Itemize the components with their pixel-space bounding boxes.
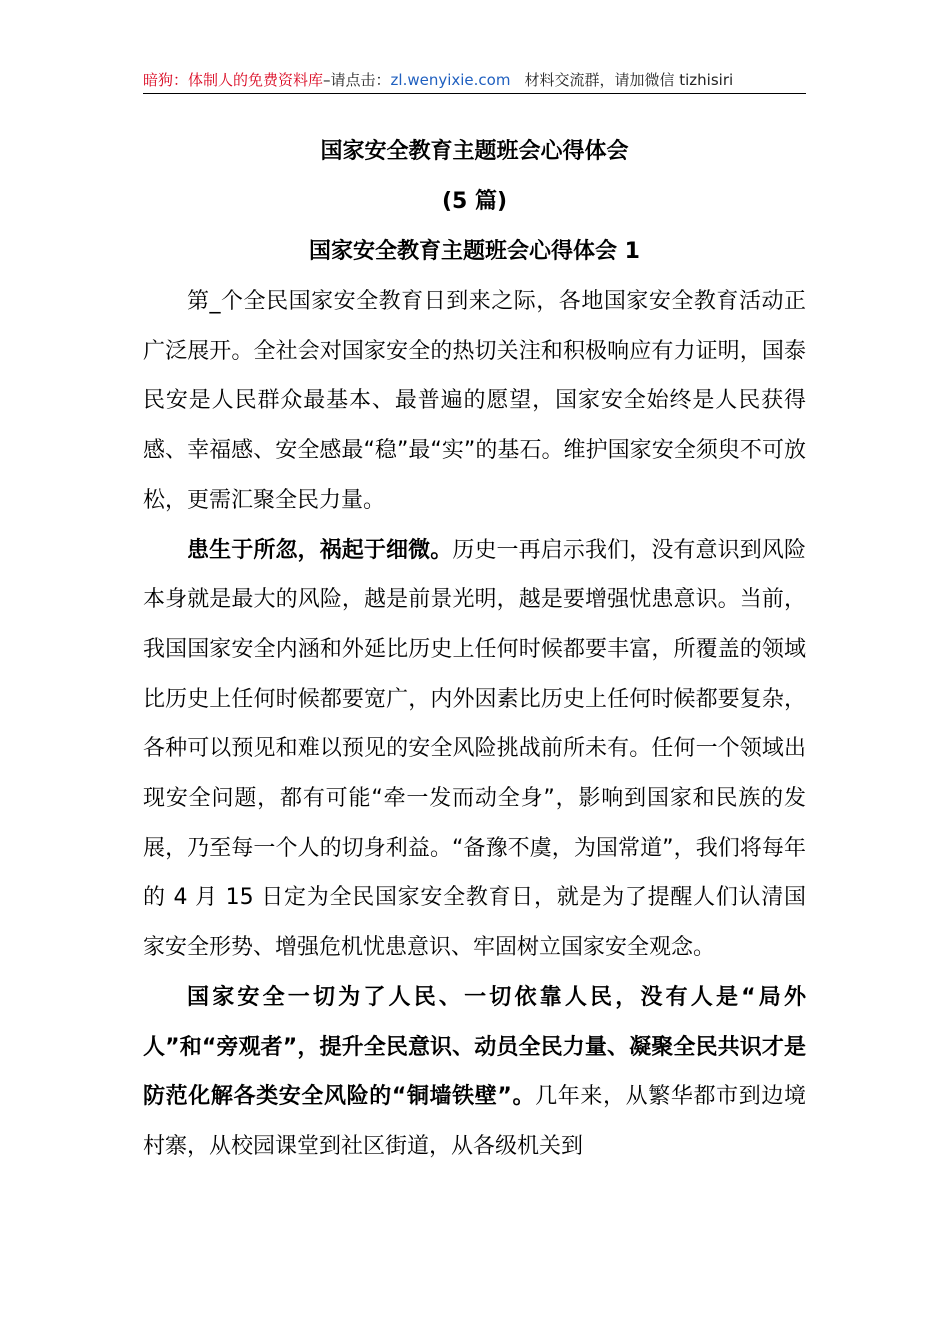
header-divider <box>143 93 806 94</box>
page-header <box>143 68 806 92</box>
document-title: 国家安全教育主题班会心得体会 <box>320 139 629 164</box>
header-click-prompt: –请点击： <box>323 71 391 89</box>
header-url-link[interactable]: zl.wenyixie.com <box>390 71 511 89</box>
paragraph-2-lead: 患生于所忽，祸起于细微。 <box>187 537 453 563</box>
paragraph-2-text: 历史一再启示我们，没有意识到风险本身就是最大的风险，越是前景光明，越是要增强忧患意识。当前，我国国家安全内涵和外延比历史上任何时候都要丰富，所覆盖的领域比历史上任何时候都要宽广，内外因素比历史上任何时候都要复杂，各种可以预见和难以预见的安全风险挑战前所未有。任何一个领域出现安全问题，都有可能“牵一发而动全身”，影响到国家和民族的发展，乃至每一个人的切身利益。“备豫不虞，为国常道”，我们将每年的 4 月 15 日定为全民国家安全教育日，就是为了提醒人们认清国家安全形势、增强危机忧患意识、牢固树立国家安全观念。 <box>143 537 806 961</box>
header-wechat-note: 材料交流群，请加微信 tizhisiri <box>524 71 734 89</box>
paragraph-2 <box>143 526 806 973</box>
paragraph-3-lead: 国家安全一切为了人民、一切依靠人民，没有人是“局外人”和“旁观者”，提升全民意识、动员全民力量、凝聚全民共识才是防范化解各类安全风险的“铜墙铁壁”。 <box>143 984 806 1110</box>
paragraph-3-text: 几年来，从繁华都市到边境村寨，从校园课堂到社区街道，从各级机关到 <box>143 1084 806 1159</box>
paragraph-1 <box>143 277 806 526</box>
section-title: 国家安全教育主题班会心得体会 1 <box>309 239 640 264</box>
document-count: (5 篇) <box>441 189 508 214</box>
paragraph-1-text: 第_个全民国家安全教育日到来之际，各地国家安全教育活动正广泛展开。全社会对国家安全的热切关注和积极响应有力证明，国泰民安是人民群众最基本、最普遍的愿望，国家安全始终是人民获得感、幸福感、安全感最“稳”最“实”的基石。维护国家安全须臾不可放松，更需汇聚全民力量。 <box>143 289 806 513</box>
header-site-name: 暗狗：体制人的免费资料库 <box>143 71 324 89</box>
document-body <box>143 277 806 1172</box>
paragraph-3 <box>143 973 806 1172</box>
